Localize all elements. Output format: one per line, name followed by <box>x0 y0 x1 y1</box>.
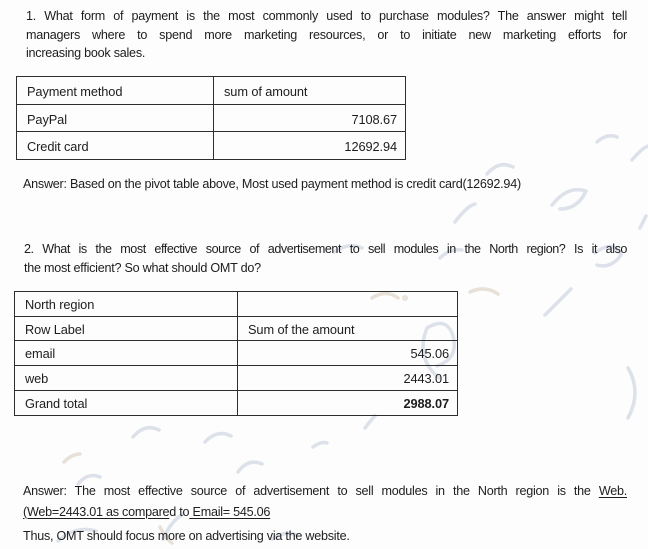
sum-of-amount-header-cell: sum of amount <box>214 77 406 105</box>
amount-cell: 545.06 <box>238 341 458 366</box>
empty-cell <box>238 292 458 317</box>
answer-2-paragraph <box>23 481 627 522</box>
payment-method-header-cell: Payment method <box>17 77 214 105</box>
text-line <box>23 502 627 523</box>
underlined-web-text: Web. <box>598 484 627 498</box>
answer-2-text: Answer: The most effective source of advertisement to sell modules in the North region is the <box>23 484 599 498</box>
source-cell: email <box>15 341 238 366</box>
table-header-row <box>17 77 406 105</box>
plain-text: d to <box>169 504 190 519</box>
table-row <box>15 366 458 391</box>
text-line: managers where to spend more marketing resources, or to initiate new marketing efforts for <box>26 27 627 42</box>
payment-method-pivot-table <box>16 76 406 160</box>
row-label-header-cell: Row Label <box>15 316 238 341</box>
answer-1-text: Answer: Based on the pivot table above, Most used payment method is credit card(12692.94) <box>23 177 521 191</box>
text-line: 2. What is the most effective source of advertisement to sell modules in the North region? Is it also <box>24 242 627 256</box>
payment-method-cell: Credit card <box>17 132 214 160</box>
sum-of-amount-header-cell: Sum of the amount <box>238 316 458 341</box>
north-region-pivot-table <box>14 291 458 416</box>
table-row <box>15 341 458 366</box>
question-2-paragraph <box>24 240 627 278</box>
underlined-comparison-text: (Web=2443.01 as compare <box>23 504 170 519</box>
source-cell: web <box>15 366 238 391</box>
table-row <box>17 104 406 132</box>
text-line: 1. What form of payment is the most commonly used to purchase modules? The answer might tell <box>26 9 627 23</box>
grand-total-row <box>15 390 458 415</box>
text-line: increasing book sales. <box>26 46 146 60</box>
text-line: the most efficient? So what should OMT do? <box>24 261 261 275</box>
amount-cell: 7108.67 <box>214 104 406 132</box>
underlined-email-text: Email= 545.06 <box>189 504 271 519</box>
grand-total-label-cell: Grand total <box>15 390 238 415</box>
table-header-row <box>15 316 458 341</box>
grand-total-amount-cell: 2988.07 <box>238 390 458 415</box>
amount-cell: 12692.94 <box>214 132 406 160</box>
conclusion-text: Thus, OMT should focus more on advertising via the website. <box>23 529 350 543</box>
amount-cell: 2443.01 <box>238 366 458 391</box>
region-title-cell: North region <box>15 292 238 317</box>
payment-method-cell: PayPal <box>17 104 214 132</box>
text-line <box>23 481 627 502</box>
question-1-paragraph <box>26 7 627 63</box>
table-row <box>17 132 406 160</box>
table-title-row <box>15 292 458 317</box>
